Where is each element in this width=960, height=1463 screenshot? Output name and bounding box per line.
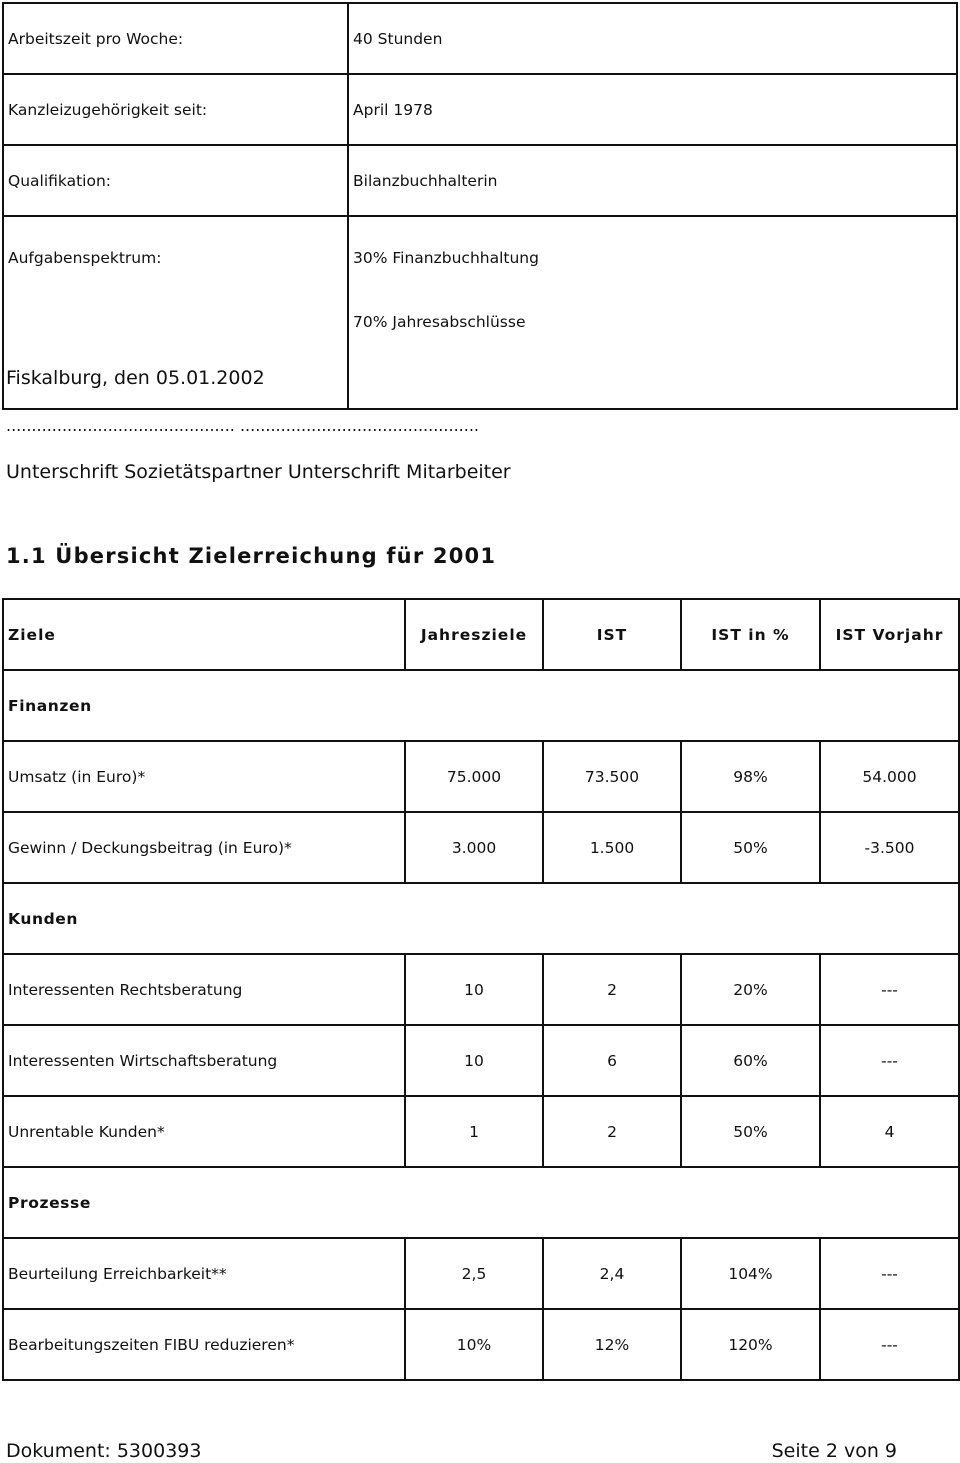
place-date: Fiskalburg, den 05.01.2002 bbox=[6, 367, 265, 389]
cell-actual: 2 bbox=[543, 954, 681, 1025]
cell-goal: Bearbeitungszeiten FIBU reduzieren* bbox=[3, 1309, 405, 1380]
section-row-kunden bbox=[3, 883, 959, 954]
section-name: Kunden bbox=[3, 883, 959, 954]
cell-previous: --- bbox=[820, 1025, 959, 1096]
goals-table bbox=[2, 598, 960, 1381]
header-ist: IST bbox=[543, 599, 681, 670]
cell-percent: 50% bbox=[681, 1096, 820, 1167]
tasks-label: Aufgabenspektrum: bbox=[8, 249, 162, 267]
section-title: 1.1 Übersicht Zielerreichung für 2001 bbox=[6, 544, 497, 568]
section-name: Prozesse bbox=[3, 1167, 959, 1238]
info-row bbox=[3, 74, 957, 145]
table-row bbox=[3, 1025, 959, 1096]
info-label: Kanzleizugehörigkeit seit: bbox=[3, 74, 348, 145]
section-row-prozesse bbox=[3, 1167, 959, 1238]
cell-target: 10 bbox=[405, 1025, 543, 1096]
cell-target: 10 bbox=[405, 954, 543, 1025]
cell-percent: 50% bbox=[681, 812, 820, 883]
info-row bbox=[3, 3, 957, 74]
info-value: 40 Stunden bbox=[348, 3, 957, 74]
cell-target: 10% bbox=[405, 1309, 543, 1380]
table-row bbox=[3, 1238, 959, 1309]
cell-previous: 4 bbox=[820, 1096, 959, 1167]
cell-previous: --- bbox=[820, 954, 959, 1025]
cell-goal: Beurteilung Erreichbarkeit** bbox=[3, 1238, 405, 1309]
info-value: April 1978 bbox=[348, 74, 957, 145]
info-label: Arbeitszeit pro Woche: bbox=[3, 3, 348, 74]
info-label: Qualifikation: bbox=[3, 145, 348, 216]
cell-target: 2,5 bbox=[405, 1238, 543, 1309]
cell-goal: Unrentable Kunden* bbox=[3, 1096, 405, 1167]
task-line: 70% Jahresabschlüsse bbox=[353, 313, 526, 331]
table-row bbox=[3, 741, 959, 812]
footer-page-number: Seite 2 von 9 bbox=[771, 1440, 897, 1462]
cell-goal: Gewinn / Deckungsbeitrag (in Euro)* bbox=[3, 812, 405, 883]
table-row bbox=[3, 812, 959, 883]
header-jahresziele: Jahresziele bbox=[405, 599, 543, 670]
cell-actual: 2 bbox=[543, 1096, 681, 1167]
signature-labels: Unterschrift Sozietätspartner Unterschrift Mitarbeiter bbox=[6, 461, 511, 483]
cell-previous: --- bbox=[820, 1309, 959, 1380]
cell-actual: 12% bbox=[543, 1309, 681, 1380]
cell-percent: 60% bbox=[681, 1025, 820, 1096]
table-row bbox=[3, 1309, 959, 1380]
cell-goal: Umsatz (in Euro)* bbox=[3, 741, 405, 812]
header-ist-vorjahr: IST Vorjahr bbox=[820, 599, 959, 670]
cell-previous: 54.000 bbox=[820, 741, 959, 812]
header-ziele: Ziele bbox=[3, 599, 405, 670]
info-value: Bilanzbuchhalterin bbox=[348, 145, 957, 216]
cell-percent: 98% bbox=[681, 741, 820, 812]
cell-percent: 120% bbox=[681, 1309, 820, 1380]
cell-target: 75.000 bbox=[405, 741, 543, 812]
cell-actual: 2,4 bbox=[543, 1238, 681, 1309]
cell-goal: Interessenten Rechtsberatung bbox=[3, 954, 405, 1025]
signature-lines: ............................................. ............................................... bbox=[6, 416, 479, 435]
cell-previous: --- bbox=[820, 1238, 959, 1309]
cell-percent: 104% bbox=[681, 1238, 820, 1309]
cell-goal: Interessenten Wirtschaftsberatung bbox=[3, 1025, 405, 1096]
employee-info-table bbox=[2, 2, 958, 410]
section-row-finanzen bbox=[3, 670, 959, 741]
cell-actual: 1.500 bbox=[543, 812, 681, 883]
tasks-values bbox=[348, 216, 957, 409]
table-header-row bbox=[3, 599, 959, 670]
table-row bbox=[3, 954, 959, 1025]
footer-document-id: Dokument: 5300393 bbox=[6, 1440, 202, 1462]
task-line: 30% Finanzbuchhaltung bbox=[353, 249, 539, 267]
cell-previous: -3.500 bbox=[820, 812, 959, 883]
section-name: Finanzen bbox=[3, 670, 959, 741]
cell-actual: 73.500 bbox=[543, 741, 681, 812]
cell-target: 3.000 bbox=[405, 812, 543, 883]
table-row bbox=[3, 1096, 959, 1167]
info-row bbox=[3, 145, 957, 216]
cell-target: 1 bbox=[405, 1096, 543, 1167]
cell-percent: 20% bbox=[681, 954, 820, 1025]
cell-actual: 6 bbox=[543, 1025, 681, 1096]
header-ist-prozent: IST in % bbox=[681, 599, 820, 670]
